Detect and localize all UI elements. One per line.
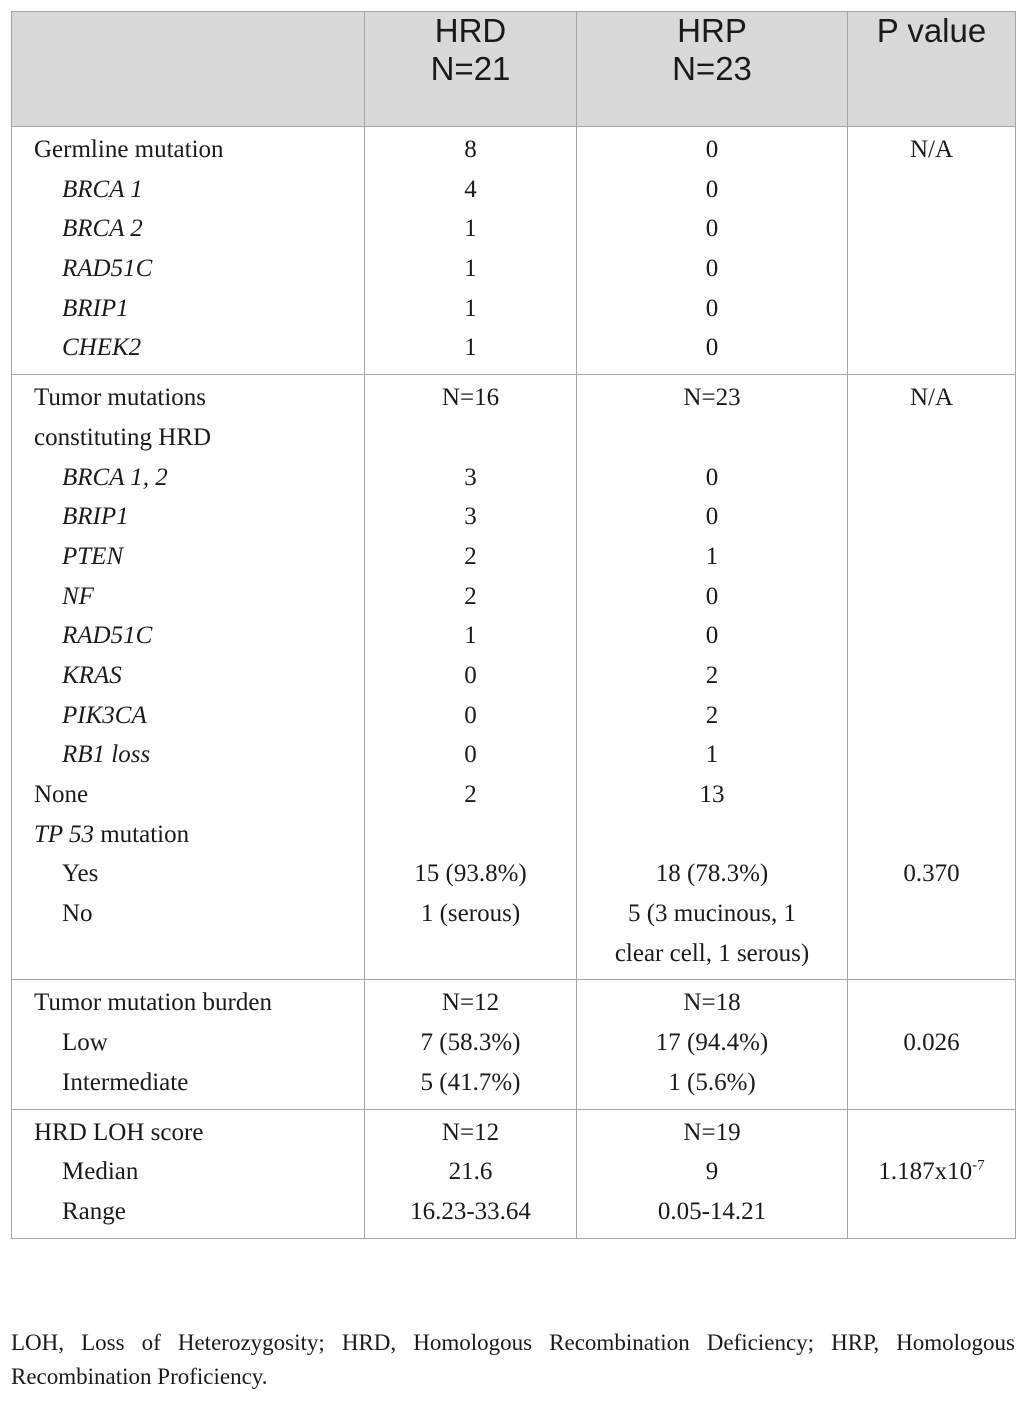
loh-hrp-n: N=19 [683,1118,741,1146]
loh-hrp [577,1109,848,1238]
tumor-hrp-value: 2 [705,701,719,729]
germline-hrd-total: 8 [464,136,477,163]
header-pvalue-label: P value [876,12,987,49]
header-row [12,12,1016,127]
tumor-gene: BRCA 1, 2 [62,463,168,491]
tumor-gene: RAD51C [62,622,153,650]
tumor-gene: KRAS [62,661,122,689]
tmb-hrp [577,980,848,1109]
header-pvalue [848,12,1016,127]
tumor-hrd-value: 2 [464,542,477,570]
tumor-hrp-value: 1 [705,741,719,769]
germline-p-value: N/A [909,136,954,163]
tumor-labels [12,375,365,980]
loh-labels [12,1109,365,1238]
germline-gene-rad51c: RAD51C [62,255,153,283]
tp53-yes-hrd: 15 (93.8%) [414,860,527,888]
tumor-hrp-value: 0 [705,503,719,531]
tumor-hrd-n: N=16 [441,384,500,412]
tmb-p-value: 0.026 [903,1029,960,1057]
tp53-no-hrp-line1: 5 (3 mucinous, 1 [627,900,797,928]
germline-gene-brca2: BRCA 2 [62,215,143,243]
tumor-hrp-value: 1 [705,542,719,570]
tp53-no-hrd: 1 (serous) [420,900,521,928]
tp53-no-hrp-line2: clear cell, 1 serous) [614,939,810,967]
loh-range-hrp: 0.05-14.21 [657,1197,767,1225]
tumor-gene: NF [62,582,94,610]
germline-hrd-value: 1 [464,255,477,283]
tumor-hrp-value: 0 [705,463,719,491]
tumor-p-value: N/A [909,384,954,412]
tp53-gene: TP 53 [34,820,94,848]
tumor-hrd-value: 1 [464,622,477,650]
germline-hrp [577,127,848,375]
tp53-no-label: No [62,900,93,928]
germline-hrd-value: 1 [464,215,477,243]
tmb-intermediate-hrp: 1 (5.6%) [668,1068,756,1096]
tumor-none-label: None [34,781,89,808]
germline-hrd-value: 1 [464,334,477,362]
tumor-none-hrd: 2 [464,781,477,808]
loh-range-label: Range [62,1197,126,1225]
loh-title: HRD LOH score [34,1118,204,1146]
tmb-p [848,980,1016,1109]
tp53-yes-hrp: 18 (78.3%) [655,860,769,888]
header-hrd-label: HRD [434,12,507,49]
tumor-gene: PTEN [62,542,124,570]
loh-median-label: Median [62,1158,139,1186]
tmb-low-label: Low [62,1029,108,1057]
tp53-suffix: mutation [93,820,190,848]
tumor-hrp [577,375,848,980]
loh-p-base: 1.187x10 [878,1158,973,1186]
loh-hrd-n: N=12 [441,1118,500,1146]
tp53-p-value: 0.370 [903,860,960,888]
germline-p [848,127,1016,375]
tmb-low-hrd: 7 (58.3%) [420,1029,521,1057]
header-hrp-label: HRP [677,12,747,49]
tmb-intermediate-hrd: 5 (41.7%) [420,1068,521,1096]
germline-hrd-value: 4 [464,175,477,203]
table-footnote: LOH, Loss of Heterozygosity; HRD, Homologous Recombination Deficiency; HRP, Homologous Recombination Proficiency. [11,1330,1015,1389]
tmb-section [12,980,1016,1109]
loh-hrd [365,1109,577,1238]
germline-hrp-total: 0 [705,136,719,163]
tmb-hrd [365,980,577,1109]
tumor-hrd-value: 0 [464,661,477,689]
germline-hrp-value: 0 [705,294,719,322]
tumor-hrd-value: 0 [464,741,477,769]
header-hrp-n: N=23 [672,50,752,87]
tumor-p [848,375,1016,980]
loh-section [12,1109,1016,1238]
header-hrd-n: N=21 [430,50,511,87]
germline-gene-brca1: BRCA 1 [62,175,143,203]
germline-section [12,127,1016,375]
tmb-title: Tumor mutation burden [34,989,272,1017]
results-table [11,11,1016,1239]
tumor-hrd-value: 3 [464,503,477,531]
tumor-hrd-value: 2 [464,582,477,610]
germline-gene-chek2: CHEK2 [62,334,142,362]
germline-hrp-value: 0 [705,255,719,283]
germline-gene-brip1: BRIP1 [62,294,129,322]
loh-p [848,1109,1016,1238]
tumor-title-line1: Tumor mutations [34,384,207,412]
tmb-labels [12,980,365,1109]
tumor-hrp-value: 0 [705,582,719,610]
germline-hrd [365,127,577,375]
tp53-title [12,815,364,855]
header-empty [12,12,365,127]
tumor-gene: PIK3CA [62,701,147,729]
tumor-hrp-value: 0 [705,622,719,650]
germline-hrp-value: 0 [705,175,719,203]
germline-hrp-value: 0 [705,334,719,362]
tumor-hrd-value: 0 [464,701,477,729]
tumor-hrp-value: 2 [705,661,719,689]
loh-p-exponent: -7 [972,1157,985,1174]
germline-hrp-value: 0 [705,215,719,243]
tp53-yes-label: Yes [62,860,99,888]
tumor-gene: BRIP1 [62,503,129,531]
germline-labels [12,127,365,375]
header-hrd [365,12,577,127]
tumor-gene: RB1 loss [62,741,151,769]
loh-range-hrd: 16.23-33.64 [410,1197,531,1225]
loh-median-hrp: 9 [705,1158,719,1186]
tumor-hrp-n: N=23 [683,384,741,412]
loh-p-value [848,1152,1015,1192]
tmb-low-hrp: 17 (94.4%) [655,1029,769,1057]
header-hrp [577,12,848,127]
tumor-title-line2: constituting HRD [34,423,212,451]
tumor-section [12,375,1016,980]
tumor-hrd-value: 3 [464,463,477,491]
tumor-none-hrp: 13 [699,781,725,808]
tmb-intermediate-label: Intermediate [62,1068,189,1096]
loh-median-hrd: 21.6 [448,1158,493,1186]
tumor-hrd [365,375,577,980]
germline-hrd-value: 1 [464,294,477,322]
tmb-hrp-n: N=18 [683,989,741,1017]
germline-title: Germline mutation [34,136,224,163]
tmb-hrd-n: N=12 [441,989,500,1017]
